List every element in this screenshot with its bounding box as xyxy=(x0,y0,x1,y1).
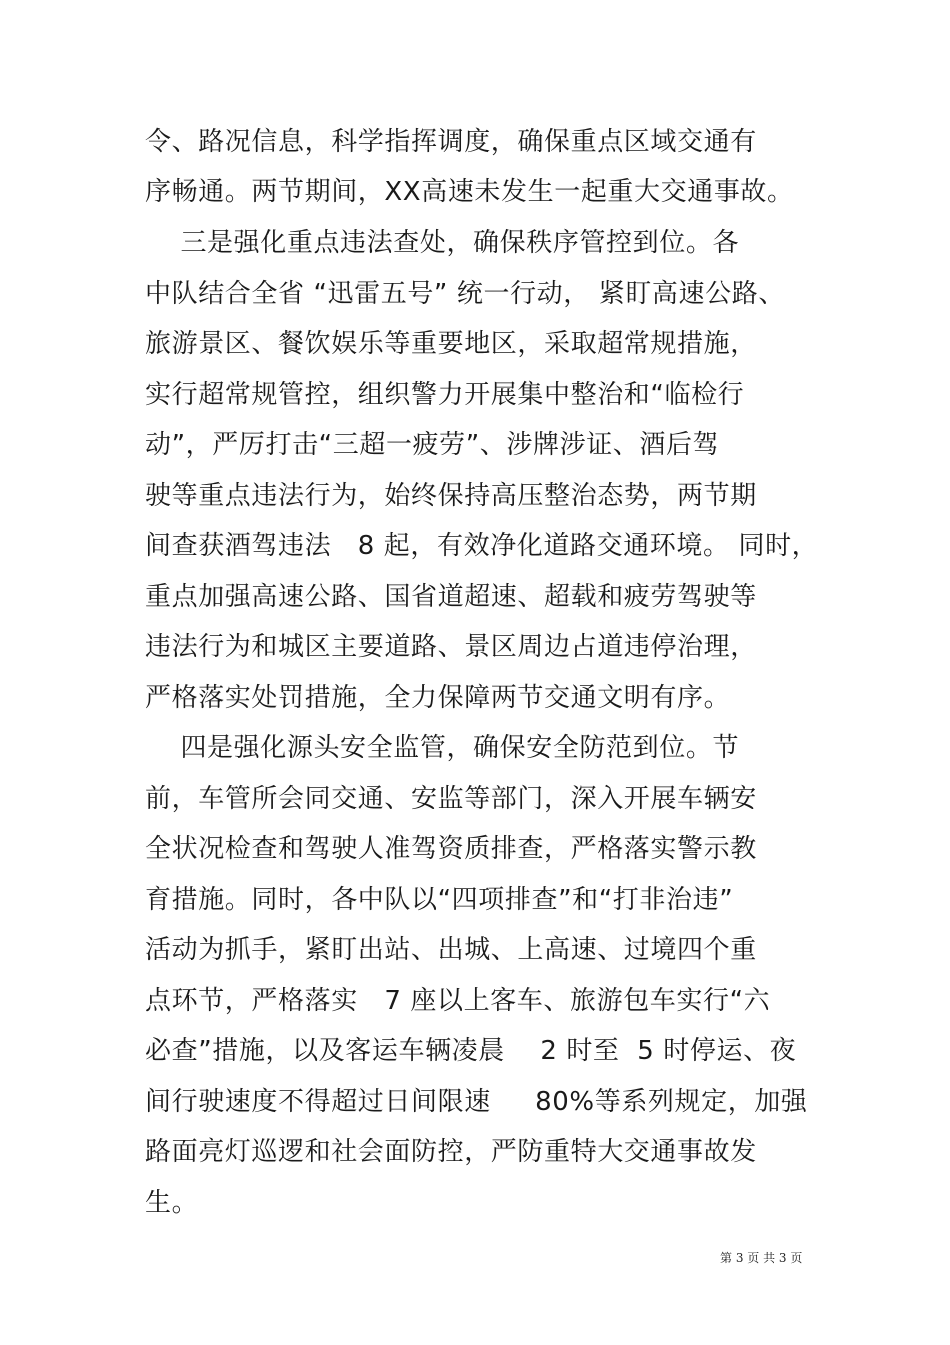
body-text-line: 间行驶速度不得超过日间限速 80%等系列规定，加强 xyxy=(145,1087,808,1117)
body-text-line: 点环节，严格落实 7 座以上客车、旅游包车实行“六 xyxy=(145,986,771,1016)
body-text-line: 严格落实处罚措施，全力保障两节交通文明有序。 xyxy=(145,683,731,713)
page-number-footer: 第 3 页 共 3 页 xyxy=(720,1251,803,1265)
body-text-line: 必查”措施，以及客运车辆凌晨 2 时至 5 时停运、夜 xyxy=(145,1036,797,1066)
body-text-line: 旅游景区、餐饮娱乐等重要地区，采取超常规措施， xyxy=(145,329,757,359)
body-text-line: 动”，严厉打击“三超一疲劳”、涉牌涉证、酒后驾 xyxy=(145,430,720,460)
body-text-line: 生。 xyxy=(145,1188,199,1218)
body-text-line: 实行超常规管控，组织警力开展集中整治和“临检行 xyxy=(145,380,745,410)
body-text-line: 重点加强高速公路、国省道超速、超载和疲劳驾驶等 xyxy=(145,582,757,612)
body-text-line: 间查获酒驾违法 8 起，有效净化道路交通环境。 同时， xyxy=(145,531,819,561)
body-text-line: 活动为抓手，紧盯出站、出城、上高速、过境四个重 xyxy=(145,935,757,965)
body-text-line: 令、路况信息，科学指挥调度，确保重点区域交通有 xyxy=(145,127,757,157)
body-text-line: 中队结合全省 “迅雷五号” 统一行动， 紧盯高速公路、 xyxy=(145,279,785,309)
body-text-line: 三是强化重点违法查处，确保秩序管控到位。各 xyxy=(145,228,740,258)
body-text-line: 序畅通。两节期间，XX高速未发生一起重大交通事故。 xyxy=(145,177,794,207)
body-text-line: 育措施。同时，各中队以“四项排查”和“打非治违” xyxy=(145,885,734,915)
body-text-line: 四是强化源头安全监管，确保安全防范到位。节 xyxy=(145,733,740,763)
body-text-line: 路面亮灯巡逻和社会面防控，严防重特大交通事故发 xyxy=(145,1137,757,1167)
body-text-line: 前，车管所会同交通、安监等部门，深入开展车辆安 xyxy=(145,784,757,814)
body-text-line: 违法行为和城区主要道路、景区周边占道违停治理， xyxy=(145,632,757,662)
body-text-line: 全状况检查和驾驶人准驾资质排查，严格落实警示教 xyxy=(145,834,757,864)
body-text-line: 驶等重点违法行为，始终保持高压整治态势，两节期 xyxy=(145,481,757,511)
